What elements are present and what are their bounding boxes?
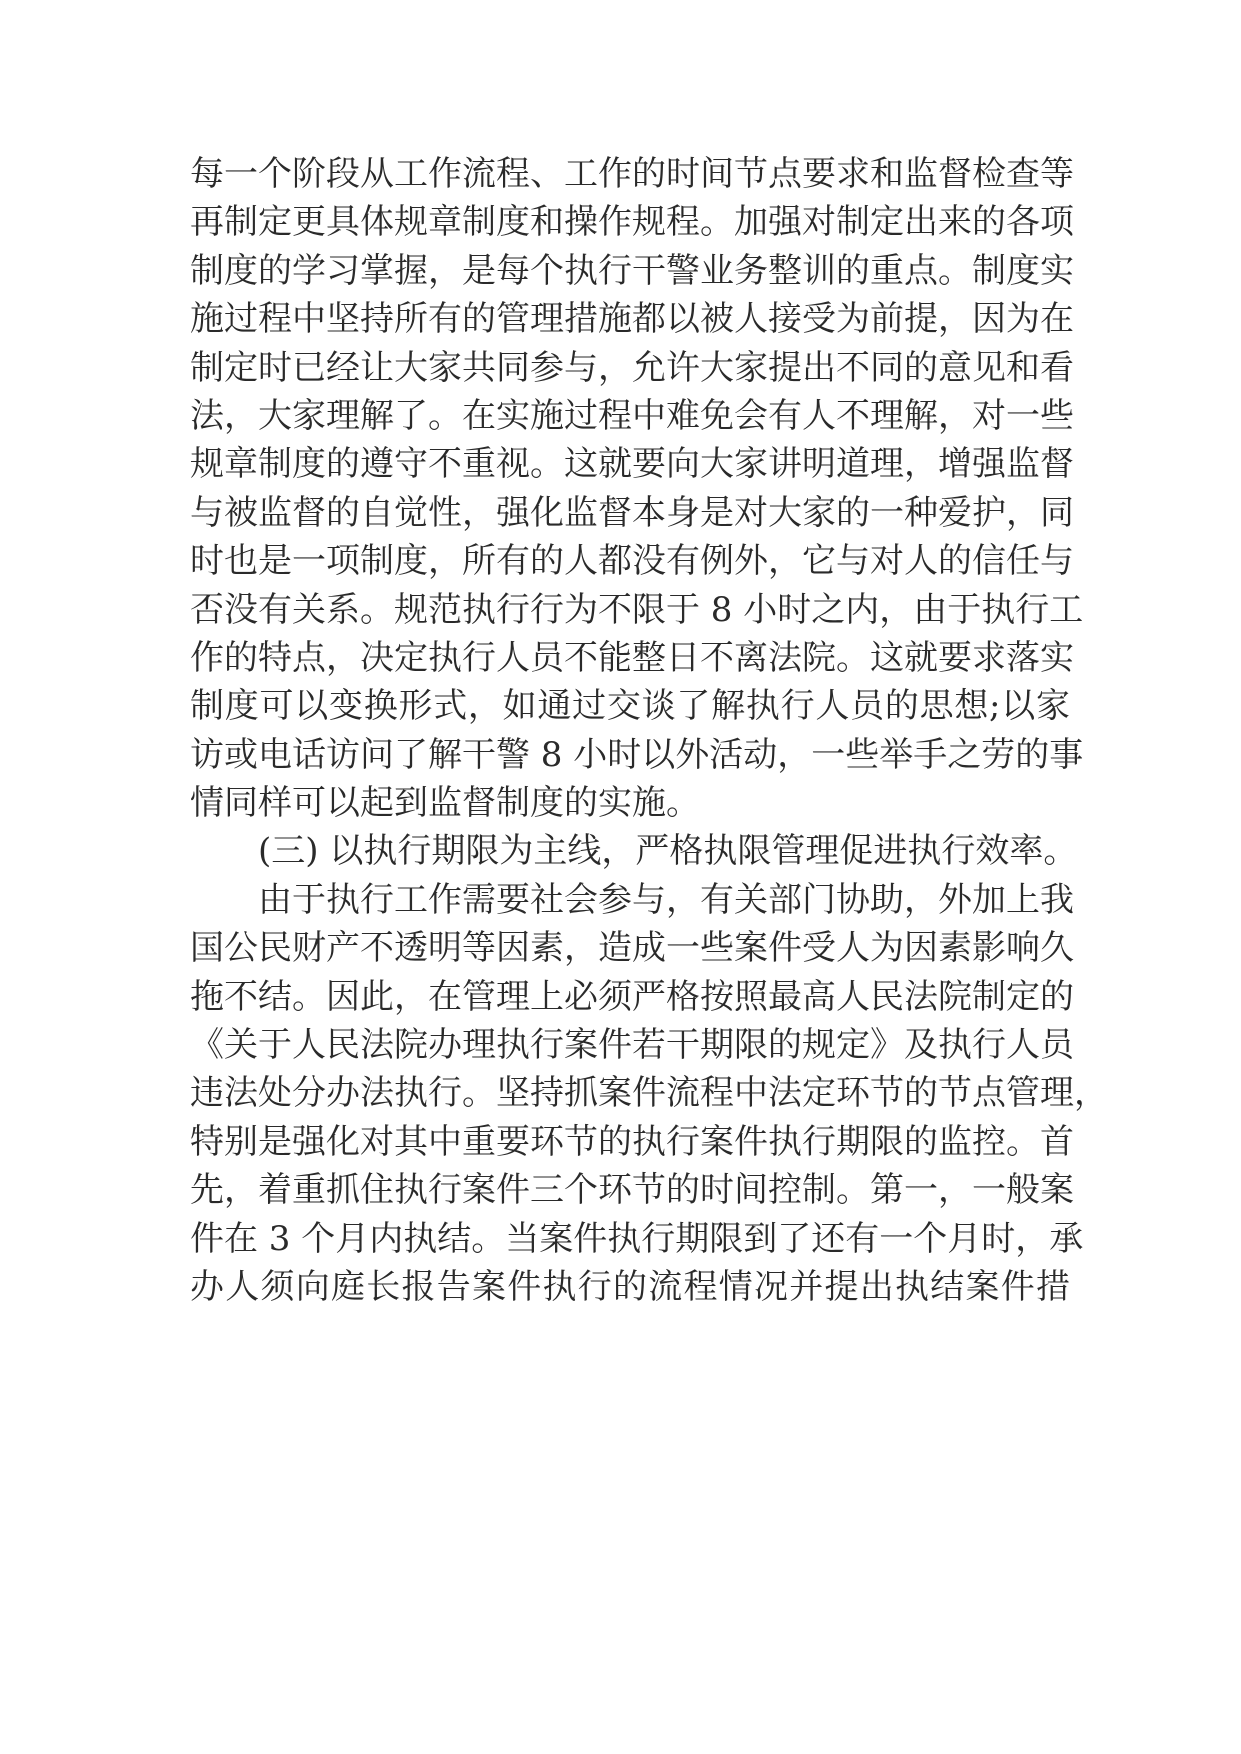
text-line: 访或电话访问了解干警 8 小时以外活动，一些举手之劳的事 — [190, 734, 1084, 775]
text-line: 《关于人民法院办理执行案件若干期限的规定》及执行人员 — [190, 1025, 1074, 1066]
text-line: 情同样可以起到监督制度的实施。 — [190, 783, 700, 824]
text-line: 法，大家理解了。在实施过程中难免会有人不理解，对一些 — [190, 395, 1074, 436]
text-line: 与被监督的自觉性，强化监督本身是对大家的一种爱护，同 — [190, 492, 1074, 533]
text-line: 否没有关系。规范执行行为不限于 8 小时之内，由于执行工 — [190, 589, 1084, 630]
text-line: 拖不结。因此，在管理上必须严格按照最高人民法院制定的 — [190, 976, 1074, 1017]
text-line: 时也是一项制度，所有的人都没有例外，它与对人的信任与 — [190, 541, 1074, 582]
text-line: 施过程中坚持所有的管理措施都以被人接受为前提，因为在 — [190, 299, 1074, 340]
text-line: 由于执行工作需要社会参与，有关部门协助，外加上我 — [258, 879, 1074, 920]
section-heading-text: (三) 以执行期限为主线，严格执限管理促进执行效率。 — [258, 831, 1078, 872]
text-line: 制度可以变换形式，如通过交谈了解执行人员的思想;以家 — [190, 686, 1070, 727]
text-line: 作的特点，决定执行人员不能整日不离法院。这就要求落实 — [190, 637, 1074, 678]
paragraph-regulations — [190, 150, 1084, 827]
text-line: 每一个阶段从工作流程、工作的时间节点要求和监督检查等 — [190, 154, 1074, 194]
text-line: 先，着重抓住执行案件三个环节的时间控制。第一，一般案 — [190, 1170, 1074, 1211]
text-line: 制定时已经让大家共同参与，允许大家提出不同的意见和看 — [190, 347, 1074, 388]
text-line: 件在 3 个月内执结。当案件执行期限到了还有一个月时，承 — [190, 1218, 1084, 1259]
document-body — [190, 150, 1108, 1311]
text-line: 再制定更具体规章制度和操作规程。加强对制定出来的各项 — [190, 202, 1074, 243]
paragraph-deadline-management — [190, 876, 1108, 1312]
text-line: 制度的学习掌握，是每个执行干警业务整训的重点。制度实 — [190, 250, 1074, 291]
text-line: 违法处分办法执行。坚持抓案件流程中法定环节的节点管理， — [190, 1073, 1108, 1114]
section-heading-3 — [190, 827, 1078, 875]
text-line: 办人须向庭长报告案件执行的流程情况并提出执结案件措 — [190, 1266, 1070, 1307]
text-line: 国公民财产不透明等因素，造成一些案件受人为因素影响久 — [190, 928, 1074, 969]
text-line: 特别是强化对其中重要环节的执行案件执行期限的监控。首 — [190, 1121, 1074, 1162]
text-line: 规章制度的遵守不重视。这就要向大家讲明道理，增强监督 — [190, 444, 1074, 485]
